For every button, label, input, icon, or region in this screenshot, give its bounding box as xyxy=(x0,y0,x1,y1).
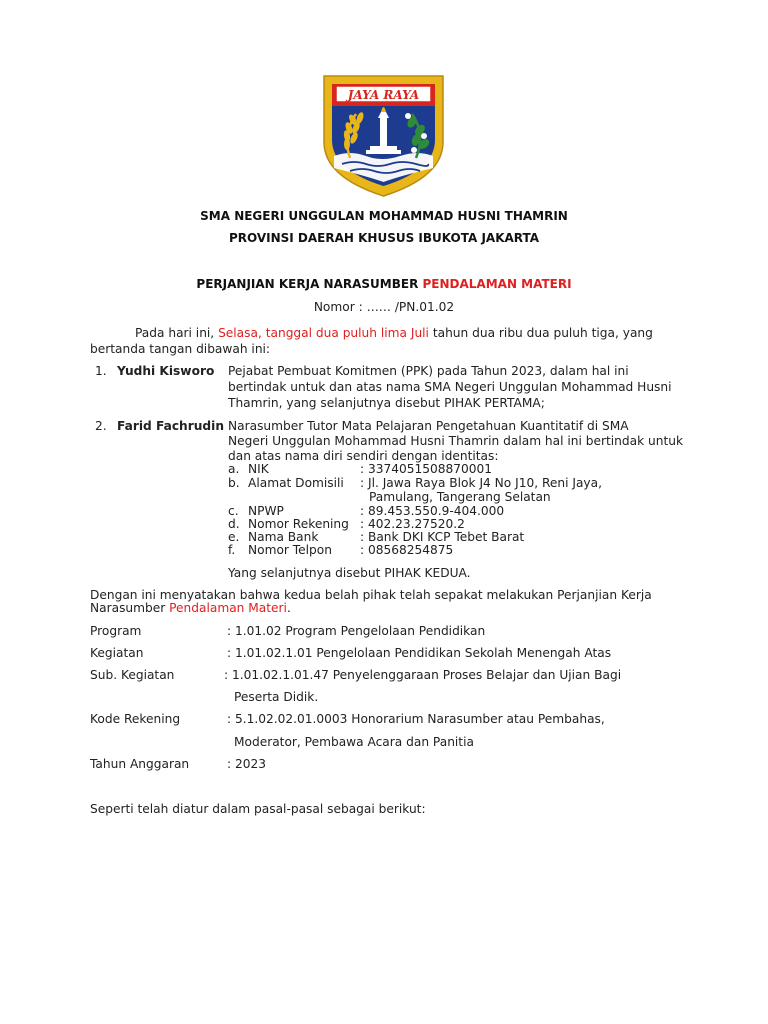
document-number: Nomor : …… /PN.01.02 xyxy=(313,300,455,314)
title-highlight: PENDALAMAN MATERI xyxy=(422,277,572,291)
identity-label-account: Nomor Rekening xyxy=(248,517,349,531)
budget-label-program: Program xyxy=(90,624,142,638)
identity-value-phone: : 08568254875 xyxy=(360,543,454,557)
budget-label-kegiatan: Kegiatan xyxy=(90,646,144,660)
party-2-desc-line-2: Negeri Unggulan Mohammad Husni Thamrin dalam hal ini bertindak untuk xyxy=(228,434,684,448)
identity-letter-c: c. xyxy=(228,504,239,518)
identity-value-address-cont: Pamulang, Tangerang Selatan xyxy=(369,490,551,504)
identity-value-bank: : Bank DKI KCP Tebet Barat xyxy=(360,530,525,544)
party-2-desc-line-1: Narasumber Tutor Mata Pelajaran Pengetahuan Kuantitatif di SMA xyxy=(228,419,629,433)
identity-letter-a: a. xyxy=(228,462,240,476)
budget-value-sub-kegiatan-cont: Peserta Didik. xyxy=(234,690,319,704)
identity-label-bank: Nama Bank xyxy=(248,530,319,544)
identity-value-address: : Jl. Jawa Raya Blok J4 No J10, Reni Jaya, xyxy=(360,476,602,490)
identity-letter-f: f. xyxy=(228,543,236,557)
title-prefix: PERJANJIAN KERJA NARASUMBER xyxy=(196,277,423,291)
agreement-title xyxy=(0,277,768,291)
party-1-name: Yudhi Kisworo xyxy=(117,364,215,378)
intro-line-2: bertanda tangan dibawah ini: xyxy=(90,342,271,356)
budget-value-sub-kegiatan: : 1.01.02.1.01.47 Penyelenggaraan Proses Belajar dan Ujian Bagi xyxy=(224,668,622,682)
closing-sentence: Seperti telah diatur dalam pasal-pasal sebagai berikut: xyxy=(90,802,426,816)
party-2-number: 2. xyxy=(95,419,107,433)
agreement-line-1: Dengan ini menyatakan bahwa kedua belah pihak telah sepakat melakukan Perjanjian Kerja xyxy=(90,588,652,602)
identity-letter-b: b. xyxy=(228,476,240,490)
identity-letter-e: e. xyxy=(228,530,240,544)
budget-value-kegiatan: : 1.01.02.1.01 Pengelolaan Pendidikan Sekolah Menengah Atas xyxy=(227,646,612,660)
logo-banner-text: JAYA RAYA xyxy=(347,88,420,102)
agreement-line-2-prefix: Narasumber xyxy=(90,601,170,615)
identity-letter-d: d. xyxy=(228,517,240,531)
budget-label-tahun-anggaran: Tahun Anggaran xyxy=(90,757,190,771)
intro-line-1 xyxy=(135,326,653,340)
intro-part-2: tahun dua ribu dua puluh tiga, yang xyxy=(428,326,653,340)
budget-value-program: : 1.01.02 Program Pengelolaan Pendidikan xyxy=(227,624,486,638)
identity-label-address: Alamat Domisili xyxy=(248,476,344,490)
identity-value-nik: : 3374051508870001 xyxy=(360,462,493,476)
intro-part-1: Pada hari ini, xyxy=(135,326,219,340)
intro-date-highlight: Selasa, tanggal dua puluh lima Juli xyxy=(218,326,429,340)
school-name-heading: SMA NEGERI UNGGULAN MOHAMMAD HUSNI THAMRIN xyxy=(200,209,568,223)
budget-value-kode-rekening: : 5.1.02.02.01.0003 Honorarium Narasumber atau Pembahas, xyxy=(227,712,605,726)
identity-label-phone: Nomor Telpon xyxy=(248,543,332,557)
identity-label-nik: NIK xyxy=(248,462,269,476)
jakarta-coat-of-arms-logo xyxy=(320,72,447,198)
agreement-line-2 xyxy=(90,601,291,615)
identity-label-npwp: NPWP xyxy=(248,504,284,518)
party-1-desc-line-3: Thamrin, yang selanjutnya disebut PIHAK PERTAMA; xyxy=(228,396,545,410)
budget-value-tahun-anggaran: : 2023 xyxy=(227,757,266,771)
budget-label-kode-rekening: Kode Rekening xyxy=(90,712,181,726)
party-1-desc-line-2: bertindak untuk dan atas nama SMA Negeri Unggulan Mohammad Husni xyxy=(228,380,672,394)
identity-value-account: : 402.23.27520.2 xyxy=(360,517,465,531)
party-2-desc-line-3: dan atas nama diri sendiri dengan identitas: xyxy=(228,449,499,463)
agreement-line-2-suffix: . xyxy=(286,601,291,615)
party-1-number: 1. xyxy=(95,364,107,378)
party-1-desc-line-1: Pejabat Pembuat Komitmen (PPK) pada Tahun 2023, dalam hal ini xyxy=(228,364,629,378)
party-2-closing: Yang selanjutnya disebut PIHAK KEDUA. xyxy=(228,566,471,580)
budget-label-sub-kegiatan: Sub. Kegiatan xyxy=(90,668,175,682)
party-2-name: Farid Fachrudin xyxy=(117,419,224,433)
budget-value-kode-rekening-cont: Moderator, Pembawa Acara dan Panitia xyxy=(234,735,474,749)
identity-value-npwp: : 89.453.550.9-404.000 xyxy=(360,504,505,518)
agreement-line-2-highlight: Pendalaman Materi xyxy=(169,601,287,615)
province-heading: PROVINSI DAERAH KHUSUS IBUKOTA JAKARTA xyxy=(228,231,540,245)
